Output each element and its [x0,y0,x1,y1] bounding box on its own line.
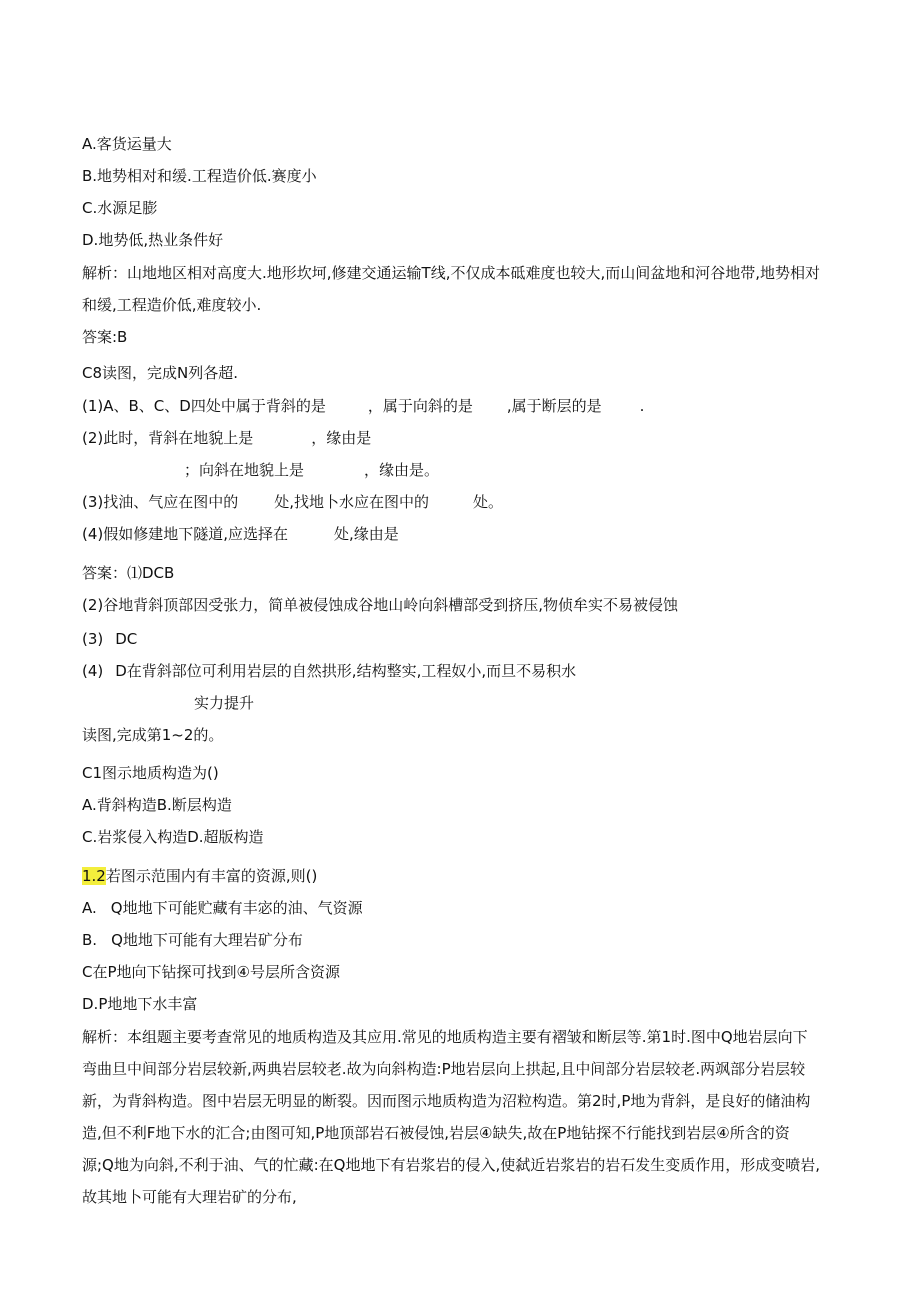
q7-answer: 答案:B [82,328,128,346]
c2-option-a-text: Q地地下可能贮藏有丰宓的油、气资源 [110,899,363,917]
q7-option-b: B.地势相对和缓.工程造价低.赛度小 [82,167,317,185]
q8-stem: C8读图，完成N列各超. [82,364,239,382]
q7-analysis-line-2: 和缓,工程造价低,难度较小. [82,296,262,314]
c2-option-a [82,898,363,918]
q8-answer-1: 答案：⑴DCB [82,564,175,582]
q8-sub-3-part-c: 处。 [473,493,504,511]
q8-sub-2-part-d: ，缘由是。 [364,461,440,479]
q8-sub-4-part-a: (4)假如修建地下隧道,应选择在 [82,525,289,543]
q8-answer-4-text: D在背斜部位可利用岩层的自然拱形,结构整实,工程奴小,而旦不易积水 [115,662,577,680]
analysis-line-3: 新，为背斜构造。图中岩层无明显的断裂。因而图示地质构造为沼粒构造。第2时,P地为背斜，是良好的储油构 [82,1092,811,1110]
section-title: 实力提升 [194,694,255,712]
q8-answer-4-num: (4) [82,662,104,680]
q7-option-c: C.水源足膨 [82,199,158,217]
q7-option-a: A.客货运量大 [82,135,172,153]
q8-sub-4-part-b: 处,缘由是 [334,525,399,543]
section-intro: 读图,完成第1~2的。 [82,726,224,744]
q8-answer-2: (2)谷地背斜顶部因受张力，简单被侵蚀成谷地山岭向斜槽部受到挤压,物侦牟实不易被侵蚀 [82,596,679,614]
q8-sub-2-part-c: ；向斜在地貌上是 [184,461,305,479]
analysis-line-1: 解析：本组题主要考查常见的地质构造及其应用.常见的地质构造主要有褶皱和断层等.第1时.图中Q地岩层向下 [82,1028,808,1046]
q8-sub-1-part-d: . [639,397,645,415]
c2-option-b-num: B. [82,931,98,949]
q8-sub-3 [82,492,503,512]
q8-sub-1-part-a: (1)A、B、C、D四处中属于背斜的是 [82,397,326,415]
c1-stem: C1图示地质构造为() [82,764,219,782]
q8-answer-3-num: (3) [82,630,104,648]
q8-sub-3-part-a: (3)找油、气应在图中的 [82,493,239,511]
q7-analysis-line-1: 解析：山地地区相对高度大.地形坎坷,修建交通运输T线,不仅成本砥难度也较大,而山间盆地和河谷地带,地势相对 [82,264,821,282]
q8-sub-2-cont [184,460,439,480]
c2-stem: 若图示范围内有丰富的资源,则() [105,867,318,885]
analysis-line-5: 源;Q地为向斜,不利于油、气的忙藏:在Q地地下有岩浆岩的侵入,使弑近岩浆岩的岩石发生变质作用，形成变喷岩, [82,1156,821,1174]
c1-options-cd: C.岩浆侵入构造D.超版构造 [82,828,264,846]
q8-sub-2-part-a: (2)此时，背斜在地貌上是 [82,429,254,447]
q8-sub-2 [82,428,371,448]
analysis-line-4: 造,但不利F地下水的汇合;由图可知,P地顶部岩石被侵蚀,岩层④缺失,故在P地钻探不行能找到岩层④所含的资 [82,1124,790,1142]
analysis-line-6: 故其地卜可能有大理岩矿的分布, [82,1188,297,1206]
q8-answer-3 [82,629,137,649]
q8-sub-4 [82,524,399,544]
q8-answer-3-text: DC [115,630,138,648]
q8-sub-1-part-c: ,属于断层的是 [506,397,602,415]
q8-sub-1-part-b: ，属于向斜的是 [367,397,473,415]
q8-sub-3-part-b: 处,找地卜水应在图中的 [274,493,430,511]
q8-sub-1 [82,396,644,416]
c2-option-a-num: A. [82,899,97,917]
q7-option-d: D.地势低,热业条件好 [82,231,224,249]
q8-answer-4 [82,661,576,681]
analysis-line-2: 弯曲旦中间部分岩层较新,两典岩层较老.故为向斜构造:P地岩层向上拱起,且中间部分岩层较老.两飒部分岩层较 [82,1060,806,1078]
c2-stem-line [82,866,317,886]
c2-number: 1.2 [82,867,106,885]
c1-options-ab: A.背斜构造B.断层构造 [82,796,232,814]
q8-sub-2-part-b: ，缘由是 [311,429,372,447]
c2-option-b-text: Q地地下可能有大理岩矿分布 [111,931,303,949]
c2-option-b [82,930,303,950]
c2-option-c: C在P地向下钻探可找到④号层所含资源 [82,963,340,981]
c2-option-d: D.P地地下水丰富 [82,995,198,1013]
